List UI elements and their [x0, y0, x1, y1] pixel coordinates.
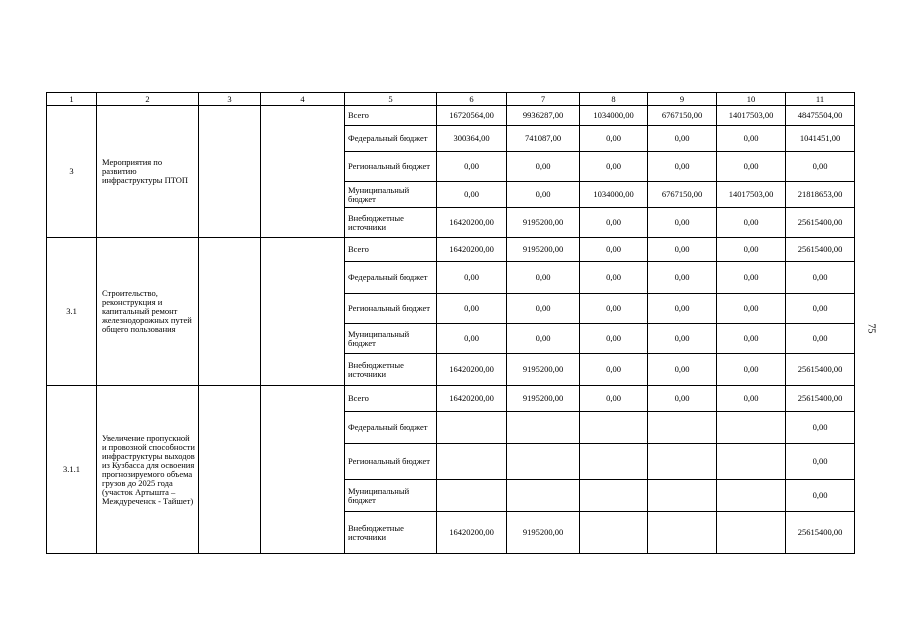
amount-cell: 16720564,00 — [437, 106, 507, 126]
amount-cell — [507, 412, 580, 444]
amount-cell: 1034000,00 — [580, 106, 648, 126]
funding-source: Всего — [345, 106, 437, 126]
amount-cell: 21818653,00 — [786, 182, 855, 208]
amount-cell: 0,00 — [437, 262, 507, 294]
amount-cell: 25615400,00 — [786, 512, 855, 554]
amount-cell — [717, 412, 786, 444]
amount-cell: 0,00 — [648, 262, 717, 294]
amount-cell: 9195200,00 — [507, 208, 580, 238]
funding-source: Региональный бюджет — [345, 444, 437, 480]
amount-cell: 0,00 — [717, 354, 786, 386]
table-row — [47, 106, 855, 126]
amount-cell: 0,00 — [717, 324, 786, 354]
amount-cell: 9195200,00 — [507, 512, 580, 554]
amount-cell: 0,00 — [507, 182, 580, 208]
amount-cell — [580, 480, 648, 512]
amount-cell: 9195200,00 — [507, 354, 580, 386]
item-name: Увеличение пропускной и провозной способности инфраструктуры выходов из Кузбасса для освоения прогнозируемого объема грузов до 2025 года (участок Артышта – Междуреченск - Тайшет) — [97, 386, 199, 554]
amount-cell: 16420200,00 — [437, 354, 507, 386]
amount-cell: 0,00 — [717, 126, 786, 152]
amount-cell: 0,00 — [437, 182, 507, 208]
funding-source: Федеральный бюджет — [345, 126, 437, 152]
amount-cell: 0,00 — [648, 238, 717, 262]
funding-source: Региональный бюджет — [345, 294, 437, 324]
header-row — [47, 93, 855, 106]
amount-cell: 0,00 — [580, 208, 648, 238]
amount-cell — [580, 444, 648, 480]
amount-cell: 0,00 — [717, 208, 786, 238]
column-header: 2 — [97, 93, 199, 106]
funding-source: Всего — [345, 238, 437, 262]
funding-source: Муниципальный бюджет — [345, 324, 437, 354]
column-header: 1 — [47, 93, 97, 106]
amount-cell — [580, 412, 648, 444]
amount-cell: 0,00 — [580, 238, 648, 262]
amount-cell — [437, 444, 507, 480]
funding-source: Муниципальный бюджет — [345, 182, 437, 208]
item-code: 3.1 — [47, 238, 97, 386]
amount-cell: 0,00 — [648, 354, 717, 386]
amount-cell: 0,00 — [437, 152, 507, 182]
amount-cell: 25615400,00 — [786, 238, 855, 262]
amount-cell: 0,00 — [648, 126, 717, 152]
amount-cell: 6767150,00 — [648, 106, 717, 126]
amount-cell: 16420200,00 — [437, 238, 507, 262]
funding-source: Региональный бюджет — [345, 152, 437, 182]
empty-cell — [261, 238, 345, 386]
amount-cell: 0,00 — [717, 294, 786, 324]
amount-cell: 0,00 — [507, 262, 580, 294]
amount-cell: 0,00 — [507, 294, 580, 324]
empty-cell — [199, 386, 261, 554]
empty-cell — [261, 386, 345, 554]
column-header: 4 — [261, 93, 345, 106]
empty-cell — [199, 238, 261, 386]
amount-cell: 0,00 — [580, 354, 648, 386]
page-number: 75 — [865, 323, 877, 334]
amount-cell: 0,00 — [437, 324, 507, 354]
amount-cell: 0,00 — [648, 294, 717, 324]
amount-cell: 0,00 — [786, 412, 855, 444]
amount-cell: 0,00 — [648, 386, 717, 412]
amount-cell — [437, 412, 507, 444]
amount-cell — [507, 480, 580, 512]
amount-cell: 0,00 — [717, 152, 786, 182]
item-code: 3.1.1 — [47, 386, 97, 554]
amount-cell: 300364,00 — [437, 126, 507, 152]
table-row — [47, 238, 855, 262]
amount-cell: 0,00 — [648, 208, 717, 238]
amount-cell: 0,00 — [648, 324, 717, 354]
amount-cell: 16420200,00 — [437, 208, 507, 238]
amount-cell: 0,00 — [648, 152, 717, 182]
amount-cell: 9195200,00 — [507, 386, 580, 412]
amount-cell: 741087,00 — [507, 126, 580, 152]
amount-cell: 25615400,00 — [786, 208, 855, 238]
item-name: Строительство, реконструкция и капитальный ремонт железнодорожных путей общего пользования — [97, 238, 199, 386]
amount-cell: 16420200,00 — [437, 512, 507, 554]
funding-source: Внебюджетные источники — [345, 208, 437, 238]
column-header: 9 — [648, 93, 717, 106]
column-header: 6 — [437, 93, 507, 106]
table-row — [47, 386, 855, 412]
funding-source: Всего — [345, 386, 437, 412]
amount-cell — [717, 512, 786, 554]
amount-cell: 0,00 — [580, 126, 648, 152]
amount-cell: 0,00 — [580, 386, 648, 412]
amount-cell: 0,00 — [580, 324, 648, 354]
amount-cell — [717, 444, 786, 480]
amount-cell: 0,00 — [786, 294, 855, 324]
funding-source: Муниципальный бюджет — [345, 480, 437, 512]
column-header: 10 — [717, 93, 786, 106]
empty-cell — [261, 106, 345, 238]
empty-cell — [199, 106, 261, 238]
column-header: 8 — [580, 93, 648, 106]
funding-source: Федеральный бюджет — [345, 412, 437, 444]
amount-cell: 0,00 — [507, 324, 580, 354]
amount-cell — [648, 512, 717, 554]
column-header: 7 — [507, 93, 580, 106]
amount-cell: 16420200,00 — [437, 386, 507, 412]
amount-cell: 1034000,00 — [580, 182, 648, 208]
amount-cell — [648, 480, 717, 512]
amount-cell: 0,00 — [507, 152, 580, 182]
amount-cell: 14017503,00 — [717, 106, 786, 126]
amount-cell: 9195200,00 — [507, 238, 580, 262]
amount-cell: 0,00 — [717, 386, 786, 412]
column-header: 11 — [786, 93, 855, 106]
amount-cell: 0,00 — [580, 294, 648, 324]
amount-cell: 25615400,00 — [786, 386, 855, 412]
amount-cell — [648, 412, 717, 444]
amount-cell: 0,00 — [580, 262, 648, 294]
budget-table — [46, 92, 855, 554]
amount-cell: 0,00 — [786, 324, 855, 354]
amount-cell: 0,00 — [786, 152, 855, 182]
amount-cell: 9936287,00 — [507, 106, 580, 126]
amount-cell: 0,00 — [717, 262, 786, 294]
funding-source: Внебюджетные источники — [345, 512, 437, 554]
amount-cell — [648, 444, 717, 480]
amount-cell — [580, 512, 648, 554]
amount-cell: 1041451,00 — [786, 126, 855, 152]
amount-cell: 0,00 — [786, 262, 855, 294]
amount-cell — [507, 444, 580, 480]
amount-cell: 0,00 — [786, 480, 855, 512]
amount-cell: 0,00 — [786, 444, 855, 480]
amount-cell: 14017503,00 — [717, 182, 786, 208]
amount-cell: 6767150,00 — [648, 182, 717, 208]
funding-source: Федеральный бюджет — [345, 262, 437, 294]
amount-cell — [717, 480, 786, 512]
amount-cell: 25615400,00 — [786, 354, 855, 386]
amount-cell: 0,00 — [437, 294, 507, 324]
column-header: 3 — [199, 93, 261, 106]
item-name: Мероприятия по развитию инфраструктуры ПТОП — [97, 106, 199, 238]
amount-cell: 48475504,00 — [786, 106, 855, 126]
column-header: 5 — [345, 93, 437, 106]
amount-cell: 0,00 — [580, 152, 648, 182]
amount-cell — [437, 480, 507, 512]
funding-source: Внебюджетные источники — [345, 354, 437, 386]
amount-cell: 0,00 — [717, 238, 786, 262]
item-code: 3 — [47, 106, 97, 238]
